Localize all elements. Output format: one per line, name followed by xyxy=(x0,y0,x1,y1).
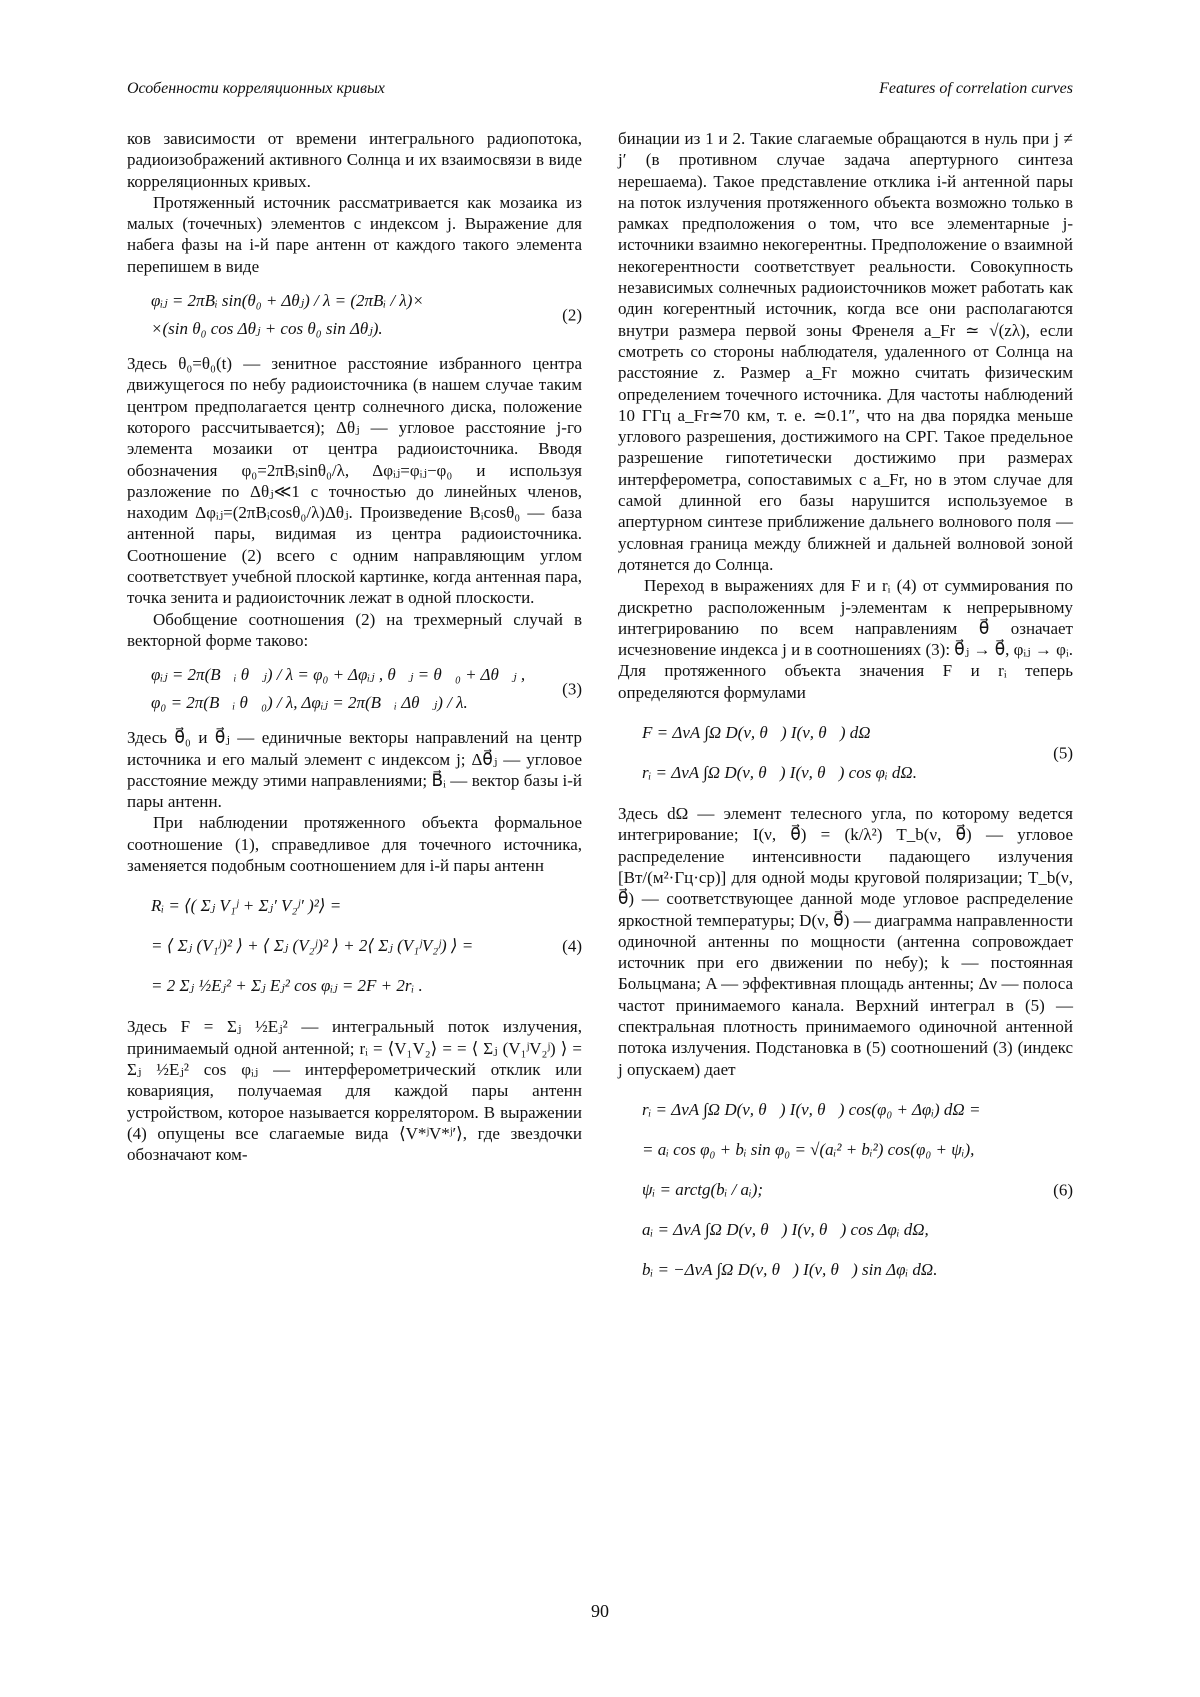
paragraph: Обобщение соотношения (2) на трехмерный случай в векторной форме таково: xyxy=(127,609,582,652)
equation-line: ψᵢ = arctg(bᵢ / aᵢ); xyxy=(618,1170,1033,1210)
equation-number: (3) xyxy=(562,679,582,700)
equation-2 xyxy=(127,287,582,343)
paragraph: Здесь θ⃗₀ и θ⃗ⱼ — единичные векторы направлений на центр источника и его малый элемент с индексом j; Δθ⃗ⱼ — угловое расстояние между этими направлениями; B⃗ᵢ — вектор базы i-й пары антенн. xyxy=(127,727,582,812)
paragraph: При наблюдении протяженного объекта формальное соотношение (1), справедливое для точечного источника, заменяется подобным соотношением для i-й пары антенн xyxy=(127,812,582,876)
equation-line: F = ΔνA ∫Ω D(ν, θ⃗) I(ν, θ⃗) dΩ xyxy=(618,713,1033,753)
running-header-right: Features of correlation curves xyxy=(879,80,1073,98)
right-column xyxy=(618,128,1073,1300)
paragraph: бинации из 1 и 2. Такие слагаемые обращаются в нуль при j ≠ j′ (в противном случае задача апертурного синтеза нерешаема). Такое представление отклика i-й антенной пары на поток излучения протяженного объекта возможно только в рамках предположения о том, что все элементарные j-источники взаимно некогерентны. Предположение о взаимной некогерентности соответствует реальности. Совокупность независимых солнечных радиоисточников может работать как один когерентный источник, когда все они располагаются внутри размера первой зоны Френеля a_Fr ≃ √(zλ), если смотреть со стороны наблюдателя, удаленного от Солнца на расстояние z. Размер a_Fr можно считать физическим определением точечного источника. Для частоты наблюдений 10 ГГц a_Fr≃70 км, т. е. ≃0.1″, что на два порядка меньше углового разрешения, достижимого на СРГ. Такое предельное разрешение гипотетически достижимо при размерах интерферометра, сопоставимых с a_Fr, но в этом случае для самой длинной его базы нарушится используемое в апертурном синтезе приближение дальнего волнового поля — условная граница между ближней и дальней волновой зоной дотянется до Солнца. xyxy=(618,128,1073,575)
equation-line: rᵢ = ΔνA ∫Ω D(ν, θ⃗) I(ν, θ⃗) cos(φ₀ + Δφᵢ) dΩ = xyxy=(618,1090,1033,1130)
left-column xyxy=(127,128,582,1165)
equation-line: Rᵢ = ⟨( Σⱼ V₁ʲ + Σⱼ′ V₂ʲ′ )²⟩ = xyxy=(127,886,542,926)
equation-line: bᵢ = −ΔνA ∫Ω D(ν, θ⃗) I(ν, θ⃗) sin Δφᵢ dΩ. xyxy=(618,1250,1033,1290)
paragraph: Переход в выражениях для F и rᵢ (4) от суммирования по дискретно расположенным j-элементам к непрерывному интегрированию по всем направлениям θ⃗ означает исчезновение индекса j и в соотношениях (3): θ⃗ⱼ → θ⃗, φᵢⱼ → φᵢ. Для протяженного объекта значения F и rᵢ теперь определяются формулами xyxy=(618,575,1073,703)
running-header-left: Особенности корреляционных кривых xyxy=(127,80,385,98)
equation-number: (5) xyxy=(1053,742,1073,763)
equation-3 xyxy=(127,661,582,717)
equation-6 xyxy=(618,1090,1073,1290)
equation-line: rᵢ = ΔνA ∫Ω D(ν, θ⃗) I(ν, θ⃗) cos φᵢ dΩ. xyxy=(618,753,1033,793)
equation-5 xyxy=(618,713,1073,793)
equation-line: φᵢⱼ = 2πBᵢ sin(θ₀ + Δθⱼ) / λ = (2πBᵢ / λ)× xyxy=(127,287,542,315)
equation-line: φᵢⱼ = 2π(B⃗ᵢ θ⃗ⱼ) / λ = φ₀ + Δφᵢⱼ , θ⃗ⱼ = θ⃗₀ + Δθ⃗ⱼ , xyxy=(127,661,542,689)
page-number: 90 xyxy=(0,1601,1200,1622)
equation-line: φ₀ = 2π(B⃗ᵢ θ⃗₀) / λ, Δφᵢⱼ = 2π(B⃗ᵢ Δθ⃗ⱼ) / λ. xyxy=(127,689,542,717)
paragraph: Протяженный источник рассматривается как мозаика из малых (точечных) элементов с индексом j. Выражение для набега фазы на i-й паре антенн от каждого такого элемента перепишем в виде xyxy=(127,192,582,277)
equation-number: (4) xyxy=(562,936,582,957)
paragraph: Здесь dΩ — элемент телесного угла, по которому ведется интегрирование; I(ν, θ⃗) = (k/λ²) T_b(ν, θ⃗) — угловое распределение интенсивности падающего излучения [Вт/(м²·Гц·ср)] для одной моды круговой поляризации; T_b(ν, θ⃗) — соответствующее данной моде угловое распределение яркостной температуры; D(ν, θ⃗) — диаграмма направленности одиночной антенны по мощности (антенна сопровождает источник при его движении по небу); k — постоянная Больцмана; A — эффективная площадь антенны; Δν — полоса частот принимаемого канала. Верхний интеграл в (5) — спектральная плотность принимаемого одиночной антенной потока излучения. Подстановка в (5) соотношений (3) (индекс j опускаем) дает xyxy=(618,803,1073,1080)
paragraph: ков зависимости от времени интегрального радиопотока, радиоизображений активного Солнца и их взаимосвязи в виде корреляционных кривых. xyxy=(127,128,582,192)
equation-line: ×(sin θ₀ cos Δθⱼ + cos θ₀ sin Δθⱼ). xyxy=(127,315,542,343)
equation-number: (6) xyxy=(1053,1179,1073,1200)
equation-4 xyxy=(127,886,582,1006)
equation-number: (2) xyxy=(562,304,582,325)
equation-line: = 2 Σⱼ ½Eⱼ² + Σⱼ Eⱼ² cos φᵢⱼ = 2F + 2rᵢ . xyxy=(127,966,542,1006)
equation-line: aᵢ = ΔνA ∫Ω D(ν, θ⃗) I(ν, θ⃗) cos Δφᵢ dΩ, xyxy=(618,1210,1033,1250)
paragraph: Здесь θ₀=θ₀(t) — зенитное расстояние избранного центра движущегося по небу радиоисточника (в нашем случае таким центром предполагается центр солнечного диска, положение которого рассчитывается); Δθⱼ — угловое расстояние j-го элемента мозаики от центра радиоисточника. Вводя обозначения φ₀=2πBᵢsinθ₀/λ, Δφᵢⱼ=φᵢⱼ−φ₀ и используя разложение по Δθⱼ≪1 с точностью до линейных членов, находим Δφᵢⱼ=(2πBᵢcosθ₀/λ)Δθⱼ. Произведение Bᵢcosθ₀ — база антенной пары, видимая из центра радиоисточника. Соотношение (2) всего с одним направляющим углом соответствует учебной плоской картинке, когда антенная пара, точка зенита и радиоисточник лежат в одной плоскости. xyxy=(127,353,582,609)
equation-line: = ⟨ Σⱼ (V₁ʲ)² ⟩ + ⟨ Σⱼ (V₂ʲ)² ⟩ + 2⟨ Σⱼ (V₁ʲV₂ʲ) ⟩ = xyxy=(127,926,542,966)
equation-line: = aᵢ cos φ₀ + bᵢ sin φ₀ = √(aᵢ² + bᵢ²) cos(φ₀ + ψᵢ), xyxy=(618,1130,1033,1170)
paragraph: Здесь F = Σⱼ ½Eⱼ² — интегральный поток излучения, принимаемый одной антенной; rᵢ = ⟨V₁V₂⟩ = = ⟨ Σⱼ (V₁ʲV₂ʲ) ⟩ = Σⱼ ½Eⱼ² cos φᵢⱼ — интерферометрический отклик или коварияция, получаемая для каждой пары антенн устройством, которое называется коррелятором. В выражении (4) опущены все слагаемые вида ⟨V*ʲV*ʲ′⟩, где звездочки обозначают ком- xyxy=(127,1016,582,1165)
